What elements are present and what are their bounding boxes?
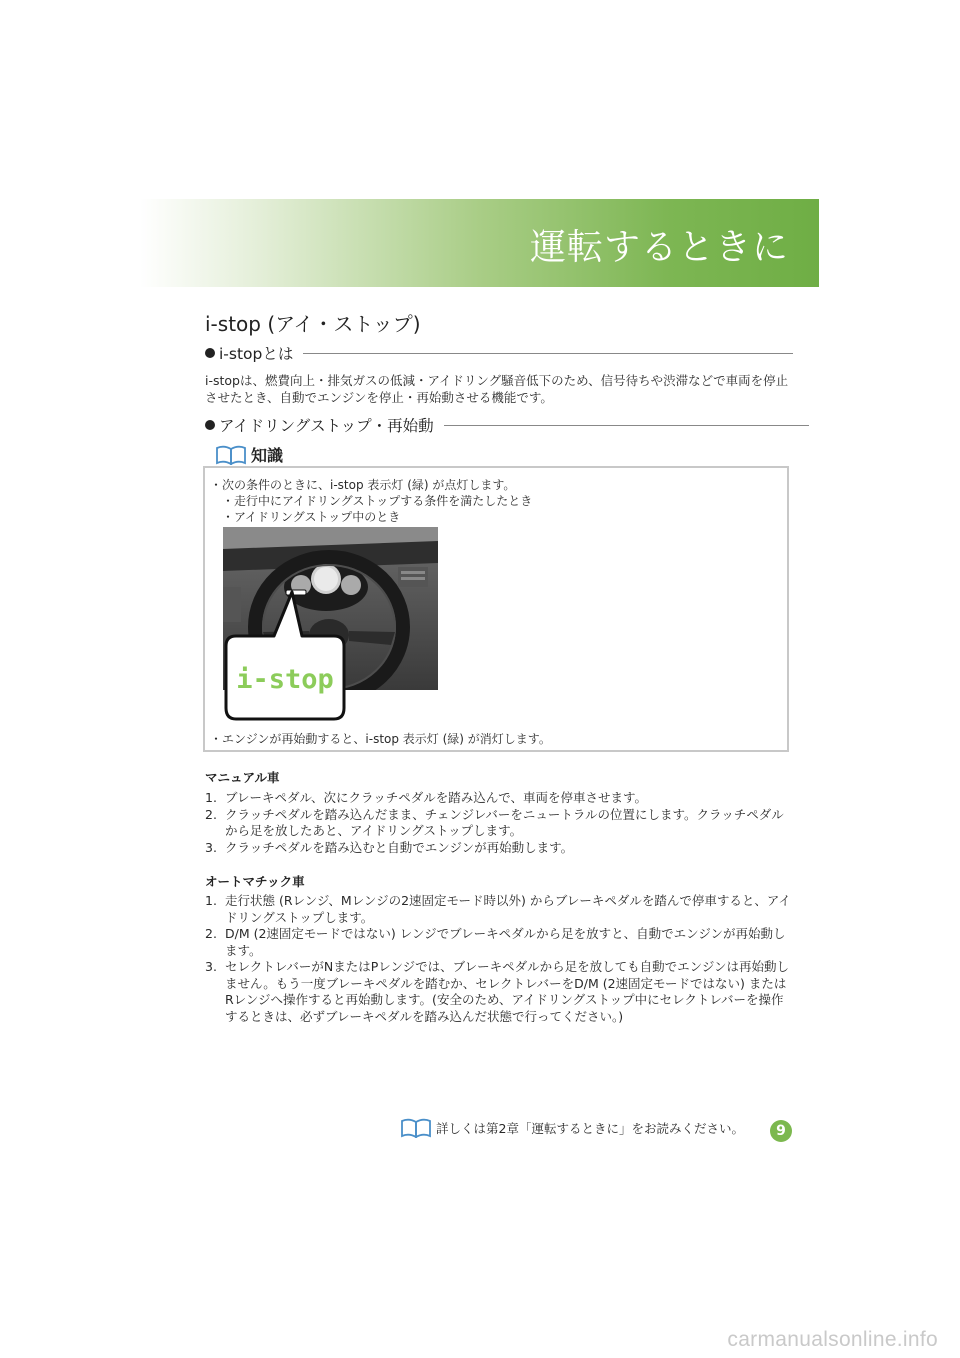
knowledge-line: ・走行中にアイドリングストップする条件を満たしたとき — [222, 494, 533, 508]
what-is-line: i-stopは、燃費向上・排気ガスの低減・アイドリング騒音低下のため、信号待ちや渋滞などで車両を停止 — [205, 373, 789, 388]
book-icon — [400, 1118, 432, 1138]
list-item: 3. セレクトレバーがNまたはPレンジでは、ブレーキペダルから足を放しても自動でエンジンは再始動しません。もう一度ブレーキペダルを踏むか、セレクトレバーをD/M (2速固定モードではない) またはRレンジへ操作すると再始動します。(安全のため、アイドリングストップ中にセレクトレバーを操作するときは、必ずブレーキペダルを踏み込んだ状態で行ってください。) — [205, 959, 790, 1024]
manual-list — [205, 790, 795, 856]
what-is-line: させたとき、自動でエンジンを停止・再始動させる機能です。 — [205, 390, 553, 405]
page-number: 9 — [770, 1120, 792, 1142]
list-item: 3. クラッチペダルを踏み込むと自動でエンジンが再始動します。 — [205, 839, 574, 855]
knowledge-line: ・次の条件のときに、i-stop 表示灯 (緑) が点灯します。 — [210, 478, 516, 492]
section-title: i-stop (アイ・ストップ) — [205, 312, 421, 336]
knowledge-line: ・アイドリングストップ中のとき — [222, 510, 401, 524]
list-item: 2. クラッチペダルを踏み込んだまま、チェンジレバーをニュートラルの位置にします。クラッチペダルから足を放したあと、アイドリングストップします。 — [205, 806, 784, 838]
auto-list — [205, 893, 795, 1025]
book-icon — [215, 445, 247, 465]
what-is-text — [205, 372, 795, 406]
knowledge-label — [215, 443, 283, 466]
list-item: 2. D/M (2速固定モードではない) レンジでブレーキペダルから足を放すと、自動でエンジンが再始動します。 — [205, 926, 786, 958]
knowledge-label-text: 知識 — [251, 446, 284, 465]
list-item: 1. ブレーキペダル、次にクラッチペダルを踏み込んで、車両を停車させます。 — [205, 790, 648, 805]
subhead-what-is — [205, 343, 793, 363]
subhead-rule — [303, 353, 793, 354]
footer-text: 詳しくは第2章「運転するときに」をお読みください。 — [436, 1121, 744, 1136]
subhead-idling — [205, 415, 809, 435]
knowledge-note: ・エンジンが再始動すると、i-stop 表示灯 (緑) が消灯します。 — [210, 732, 551, 746]
istop-callout-label: i-stop — [236, 664, 334, 695]
manual-heading: マニュアル車 — [205, 770, 280, 785]
subhead-rule — [444, 425, 809, 426]
subhead-what-is-label: i-stopとは — [219, 345, 294, 363]
bullet-dot-icon — [205, 420, 215, 430]
chapter-banner — [140, 199, 819, 287]
bullet-dot-icon — [205, 348, 215, 358]
watermark: carmanualsonline.info — [727, 1328, 938, 1351]
footer-reference — [400, 1118, 744, 1138]
auto-heading: オートマチック車 — [205, 874, 305, 889]
list-item: 1. 走行状態 (Rレンジ、Mレンジの2速固定モード時以外) からブレーキペダルを踏んで停車すると、アイドリングストップします。 — [205, 893, 791, 925]
chapter-title: 運転するときに — [529, 227, 789, 268]
subhead-idling-label: アイドリングストップ・再始動 — [219, 417, 434, 435]
istop-callout — [222, 588, 347, 723]
